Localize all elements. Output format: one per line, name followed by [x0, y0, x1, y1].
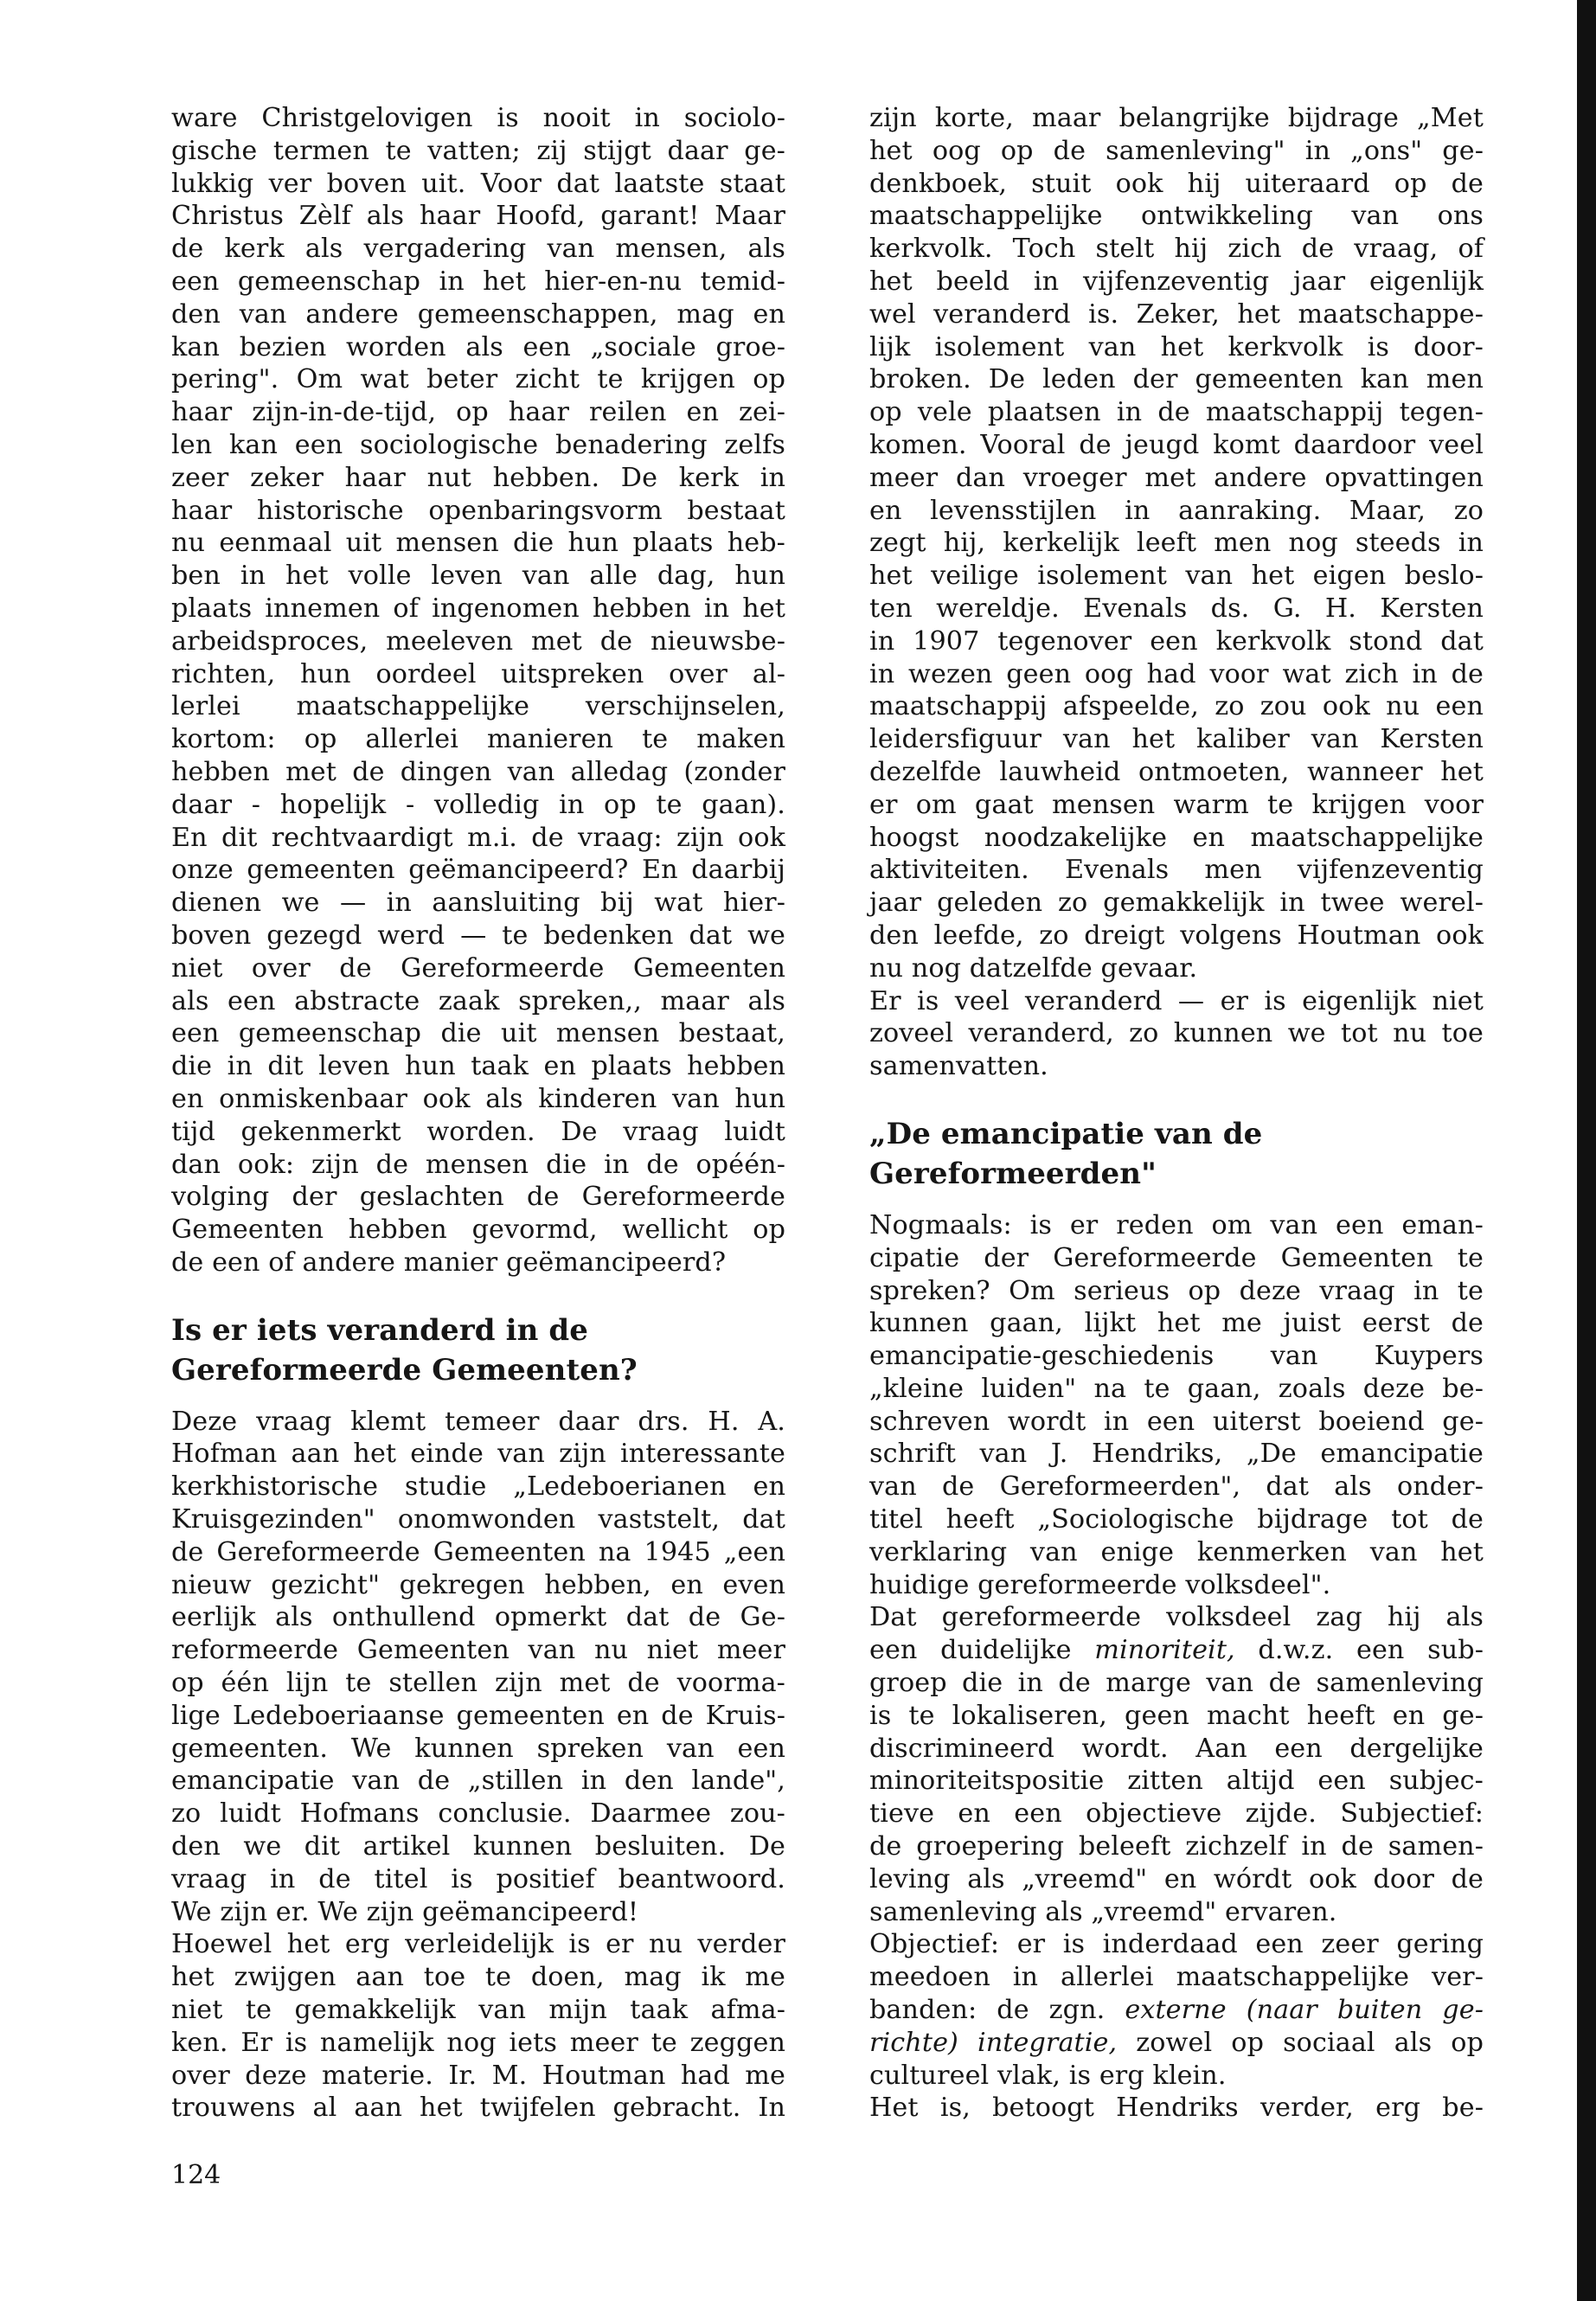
text-line: vraag in de titel is positief beantwoord.: [171, 1863, 785, 1894]
text-line: jaar geleden zo gemakkelijk in twee werel-: [869, 888, 1484, 919]
text-line: plaats innemen of ingenomen hebben in het: [171, 593, 785, 624]
text-line: den van andere gemeenschappen, mag en: [171, 298, 785, 330]
text-line: ware Christgelovigen is nooit in sociolo-: [171, 103, 785, 133]
text-line: in wezen geen oog had voor wat zich in de: [869, 658, 1484, 689]
text-line: tijd gekenmerkt worden. De vraag luidt: [171, 1116, 785, 1147]
text-line: samenvatten.: [869, 1051, 1048, 1082]
right-paragraph-2: [869, 985, 1484, 1083]
text-line: [869, 1994, 1484, 2027]
text-line: Dat gereformeerde volksdeel zag hij als: [869, 1602, 1484, 1633]
heading-line: Gereformeerden": [869, 1156, 1157, 1191]
text-line: Objectief: er is inderdaad een zeer gering: [869, 1929, 1484, 1960]
text-line: richten, hun oordeel uitspreken over al-: [171, 658, 785, 689]
text-line: Deze vraag klemt temeer daar drs. H. A.: [171, 1406, 785, 1437]
text-line: pering". Om wat beter zicht te krijgen op: [171, 364, 785, 395]
text-line: niet over de Gereformeerde Gemeenten: [171, 952, 785, 984]
text-line: schrift van J. Hendriks, „De emancipatie: [869, 1439, 1484, 1470]
text-line: lukkig ver boven uit. Voor dat laatste staat: [171, 168, 785, 199]
text-fragment: zowel op sociaal als op: [1117, 2027, 1484, 2058]
right-column: [869, 102, 1484, 2125]
text-line: dan ook: zijn de mensen die in de opéén-: [171, 1149, 785, 1180]
text-line: minoriteitspositie zitten altijd een subjec-: [869, 1766, 1484, 1797]
right-paragraph-3: [869, 1209, 1484, 1602]
text-line: En dit rechtvaardigt m.i. de vraag: zijn ook: [171, 822, 785, 853]
heading-line: „De emancipatie van de: [869, 1116, 1263, 1151]
text-line: schreven wordt in een uiterst boeiend ge-: [869, 1406, 1484, 1437]
text-line: leving als „vreemd" en wórdt ook door de: [869, 1863, 1484, 1894]
text-line: er om gaat mensen warm te krijgen voor: [869, 789, 1484, 820]
text-line: kan bezien worden als een „sociale groe-: [171, 331, 785, 362]
text-line: den we dit artikel kunnen besluiten. De: [171, 1831, 785, 1862]
text-line: en levensstijlen in aanraking. Maar, zo: [869, 495, 1484, 526]
text-line: denkboek, stuit ook hij uiteraard op de: [869, 168, 1484, 199]
text-line: een gemeenschap die uit mensen bestaat,: [171, 1018, 785, 1049]
text-line: de een of andere manier geëmancipeerd?: [171, 1247, 727, 1278]
text-line: als een abstracte zaak spreken,, maar als: [171, 985, 785, 1016]
text-line: op één lijn te stellen zijn met de voorma-: [171, 1668, 785, 1699]
text-line: We zijn er. We zijn geëmancipeerd!: [171, 1896, 639, 1927]
text-line: Kruisgezinden" onomwonden vaststelt, dat: [171, 1504, 785, 1535]
text-line: zoveel veranderd, zo kunnen we tot nu toe: [869, 1018, 1484, 1049]
text-line: maatschappelijke ontwikkeling van ons: [869, 201, 1484, 232]
text-line: dienen we — in aansluiting bij wat hier-: [171, 888, 785, 919]
text-line: over deze materie. Ir. M. Houtman had me: [171, 2060, 785, 2091]
text-line: discrimineerd wordt. Aan een dergelijke: [869, 1733, 1484, 1764]
heading-line: Is er iets veranderd in de: [171, 1312, 588, 1348]
text-line: het zwijgen aan toe te doen, mag ik me: [171, 1962, 785, 1993]
text-line: daar - hopelijk - volledig in op te gaan).: [171, 789, 785, 820]
text-line: en onmiskenbaar ook als kinderen van hun: [171, 1083, 785, 1114]
text-line: reformeerde Gemeenten van nu niet meer: [171, 1635, 785, 1666]
text-line: komen. Vooral de jeugd komt daardoor veel: [869, 429, 1484, 460]
text-line: zijn korte, maar belangrijke bijdrage „Met: [869, 103, 1484, 133]
text-line: kunnen gaan, lijkt het me juist eerst de: [869, 1308, 1484, 1339]
section-heading-veranderd: [171, 1311, 785, 1390]
text-line: Hoewel het erg verleidelijk is er nu verder: [171, 1929, 785, 1960]
text-line: in 1907 tegenover een kerkvolk stond dat: [869, 625, 1484, 657]
text-line: zeer zeker haar nut hebben. De kerk in: [171, 462, 785, 493]
italic-term: minoriteit,: [1094, 1635, 1235, 1666]
text-line: aktiviteiten. Evenals men vijfenzeventig: [869, 855, 1484, 886]
text-line: op vele plaatsen in de maatschappij tegen-: [869, 397, 1484, 428]
text-line: niet te gemakkelijk van mijn taak afma-: [171, 1995, 785, 2026]
text-line: spreken? Om serieus op deze vraag in te: [869, 1275, 1484, 1306]
text-line: is te lokaliseren, geen macht heeft en ge-: [869, 1700, 1484, 1731]
text-line: meedoen in allerlei maatschappelijke ver-: [869, 1962, 1484, 1993]
text-line: het oog op de samenleving" in „ons" ge-: [869, 135, 1484, 166]
text-line: groep die in de marge van de samenleving: [869, 1668, 1484, 1699]
text-line: samenleving als „vreemd" ervaren.: [869, 1896, 1337, 1927]
text-line: onze gemeenten geëmancipeerd? En daarbij: [171, 855, 785, 886]
text-line: len kan een sociologische benadering zelfs: [171, 429, 785, 460]
text-line: hoogst noodzakelijke en maatschappelijke: [869, 822, 1484, 853]
text-line: cipatie der Gereformeerde Gemeenten te: [869, 1242, 1484, 1273]
left-paragraph-1: [171, 102, 785, 1279]
text-line: „kleine luiden" na te gaan, zoals deze be-: [869, 1373, 1484, 1404]
text-line: lige Ledeboeriaanse gemeenten en de Kruis-: [171, 1700, 785, 1731]
text-line: meer dan vroeger met andere opvattingen: [869, 462, 1484, 493]
text-line: nu nog datzelfde gevaar.: [869, 952, 1198, 984]
text-line: kortom: op allerlei manieren te maken: [171, 724, 785, 755]
section-heading-emancipatie: [869, 1114, 1484, 1194]
text-line: broken. De leden der gemeenten kan men: [869, 364, 1484, 395]
text-line: trouwens al aan het twijfelen gebracht. In: [171, 2093, 785, 2124]
text-line: Er is veel veranderd — er is eigenlijk niet: [869, 985, 1484, 1016]
text-line: kerkvolk. Toch stelt hij zich de vraag, of: [869, 234, 1484, 265]
text-line: dezelfde lauwheid ontmoeten, wanneer het: [869, 756, 1484, 787]
text-line: emancipatie-geschiedenis van Kuypers: [869, 1341, 1484, 1372]
page-edge-shadow: [1577, 0, 1596, 2301]
text-line: ken. Er is namelijk nog iets meer te zeggen: [171, 2027, 785, 2058]
text-fragment: een duidelijke: [869, 1635, 1095, 1666]
right-paragraph-4: [869, 1601, 1484, 1928]
text-line: nieuw gezicht" gekregen hebben, en even: [171, 1569, 785, 1600]
text-line: gische termen te vatten; zij stijgt daar ge-: [171, 135, 785, 166]
text-line: cultureel vlak, is erg klein.: [869, 2060, 1227, 2091]
text-line: het veilige isolement van het eigen beslo-: [869, 561, 1484, 592]
text-line: van de Gereformeerden", dat als onder-: [869, 1471, 1484, 1503]
text-line: kerkhistorische studie „Ledeboerianen en: [171, 1471, 785, 1503]
text-line: Christus Zèlf als haar Hoofd, garant! Maar: [171, 201, 785, 232]
right-paragraph-1: [869, 102, 1484, 985]
left-paragraph-3: [171, 1928, 785, 2125]
text-line: boven gezegd werd — te bedenken dat we: [171, 920, 785, 951]
text-line: Nogmaals: is er reden om van een eman-: [869, 1209, 1484, 1240]
text-line: huidige gereformeerde volksdeel".: [869, 1569, 1331, 1600]
text-line: lerlei maatschappelijke verschijnselen,: [171, 691, 785, 722]
right-paragraph-5: [869, 1928, 1484, 2092]
text-line: hebben met de dingen van alledag (zonder: [171, 756, 785, 787]
text-line: haar zijn-in-de-tijd, op haar reilen en zei-: [171, 397, 785, 428]
text-line: zo luidt Hofmans conclusie. Daarmee zou-: [171, 1798, 785, 1830]
text-fragment: banden: de zgn.: [869, 1995, 1125, 2026]
text-line: volging der geslachten de Gereformeerde: [171, 1182, 785, 1213]
text-line: het beeld in vijfenzeventig jaar eigenlijk: [869, 266, 1484, 297]
text-line: arbeidsproces, meeleven met de nieuwsbe-: [171, 625, 785, 657]
text-line: haar historische openbaringsvorm bestaat: [171, 495, 785, 526]
text-line: lijk isolement van het kerkvolk is door-: [869, 331, 1484, 362]
text-line: ben in het volle leven van alle dag, hun: [171, 561, 785, 592]
text-line: [869, 1634, 1484, 1667]
text-line: emancipatie van de „stillen in den lande",: [171, 1766, 785, 1797]
text-line: de groepering beleeft zichzelf in de samen-: [869, 1831, 1484, 1862]
text-fragment: d.w.z. een sub-: [1234, 1635, 1484, 1666]
text-line: die in dit leven hun taak en plaats hebben: [171, 1051, 785, 1082]
text-line: maatschappij afspeelde, zo zou ook nu een: [869, 691, 1484, 722]
text-line: tieve en een objectieve zijde. Subjectief:: [869, 1798, 1484, 1830]
text-line: den leefde, zo dreigt volgens Houtman ook: [869, 920, 1484, 951]
text-line: nu eenmaal uit mensen die hun plaats heb-: [171, 528, 785, 559]
text-line: wel veranderd is. Zeker, het maatschappe-: [869, 298, 1484, 330]
text-line: Hofman aan het einde van zijn interessante: [171, 1439, 785, 1470]
text-line: [869, 2027, 1484, 2060]
left-paragraph-2: [171, 1406, 785, 1929]
text-line: Het is, betoogt Hendriks verder, erg be-: [869, 2093, 1484, 2124]
text-line: een gemeenschap in het hier-en-nu temid-: [171, 266, 785, 297]
italic-term: richte) integratie,: [869, 2027, 1118, 2058]
text-line: de kerk als vergadering van mensen, als: [171, 234, 785, 265]
text-line: eerlijk als onthullend opmerkt dat de Ge-: [171, 1602, 785, 1633]
text-line: Gemeenten hebben gevormd, wellicht op: [171, 1215, 785, 1246]
page-number: 124: [171, 2160, 221, 2190]
left-column: [171, 102, 785, 2125]
right-paragraph-6: [869, 2092, 1484, 2125]
text-line: gemeenten. We kunnen spreken van een: [171, 1733, 785, 1764]
text-line: de Gereformeerde Gemeenten na 1945 „een: [171, 1536, 785, 1567]
heading-line: Gereformeerde Gemeenten?: [171, 1352, 638, 1388]
italic-term: externe (naar buiten ge-: [1125, 1995, 1484, 2026]
text-line: zegt hij, kerkelijk leeft men nog steeds in: [869, 528, 1484, 559]
text-line: verklaring van enige kenmerken van het: [869, 1536, 1484, 1567]
text-line: titel heeft „Sociologische bijdrage tot de: [869, 1504, 1484, 1535]
text-line: ten wereldje. Evenals ds. G. H. Kersten: [869, 593, 1484, 624]
text-line: leidersfiguur van het kaliber van Kersten: [869, 724, 1484, 755]
